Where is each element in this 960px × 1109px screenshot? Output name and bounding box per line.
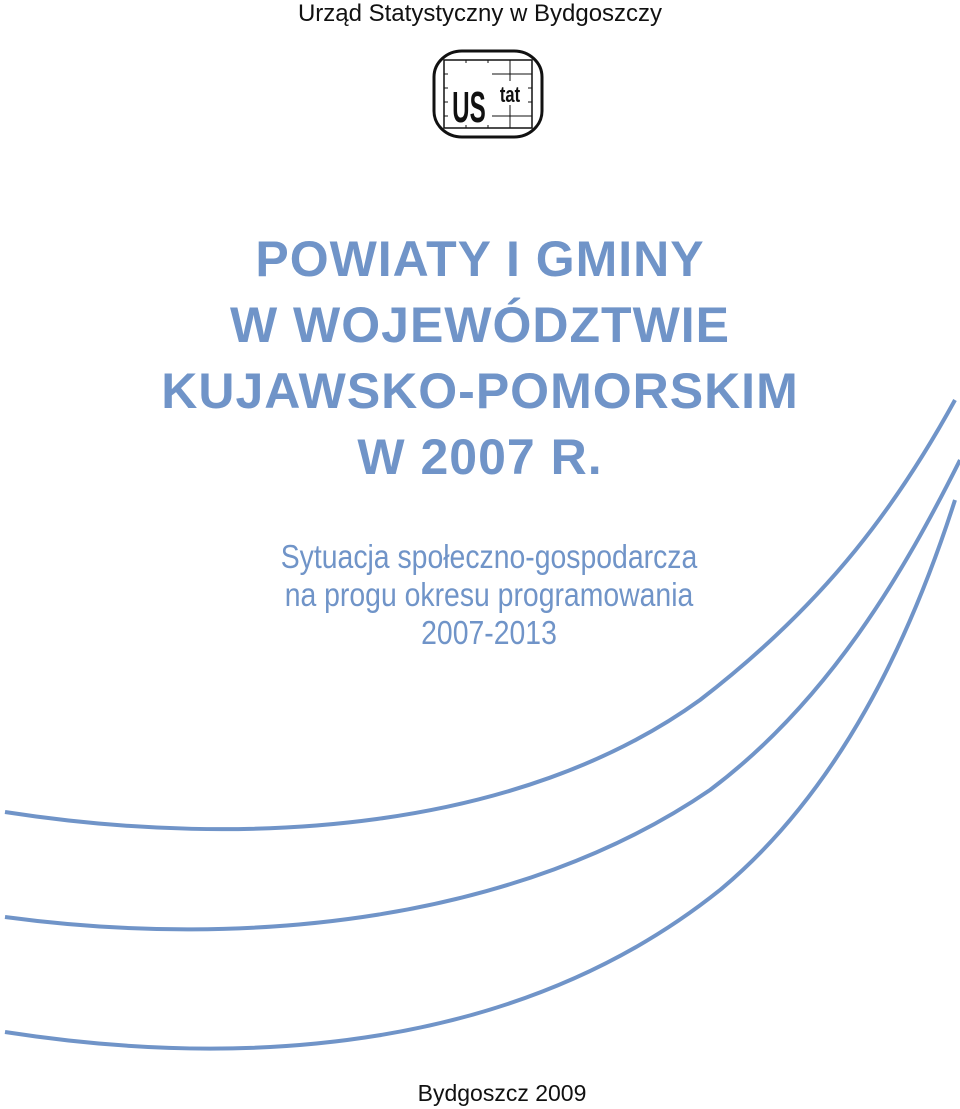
title-line-4: W 2007 R. [357, 429, 603, 485]
subtitle-line-1: Sytuacja społeczno-gospodarcza [280, 538, 698, 575]
logo-text-right: tat [499, 82, 521, 108]
decorative-curve-3 [5, 500, 955, 1048]
title-line-1: POWIATY I GMINY [255, 231, 705, 287]
place-and-year: Bydgoszcz 2009 [417, 1080, 587, 1106]
decorative-curve-1 [5, 400, 955, 829]
title-line-2: W WOJEWÓDZTWIE [229, 297, 731, 353]
decorative-curve-2 [5, 460, 960, 929]
subtitle-line-2: na progu okresu programowania [284, 576, 694, 613]
publisher-name: Urząd Statystyczny w Bydgoszczy [297, 0, 663, 27]
title-line-3: KUJAWSKO-POMORSKIM [161, 363, 799, 419]
subtitle-line-3: 2007-2013 [421, 614, 557, 651]
logo-text-left: US [452, 82, 486, 132]
